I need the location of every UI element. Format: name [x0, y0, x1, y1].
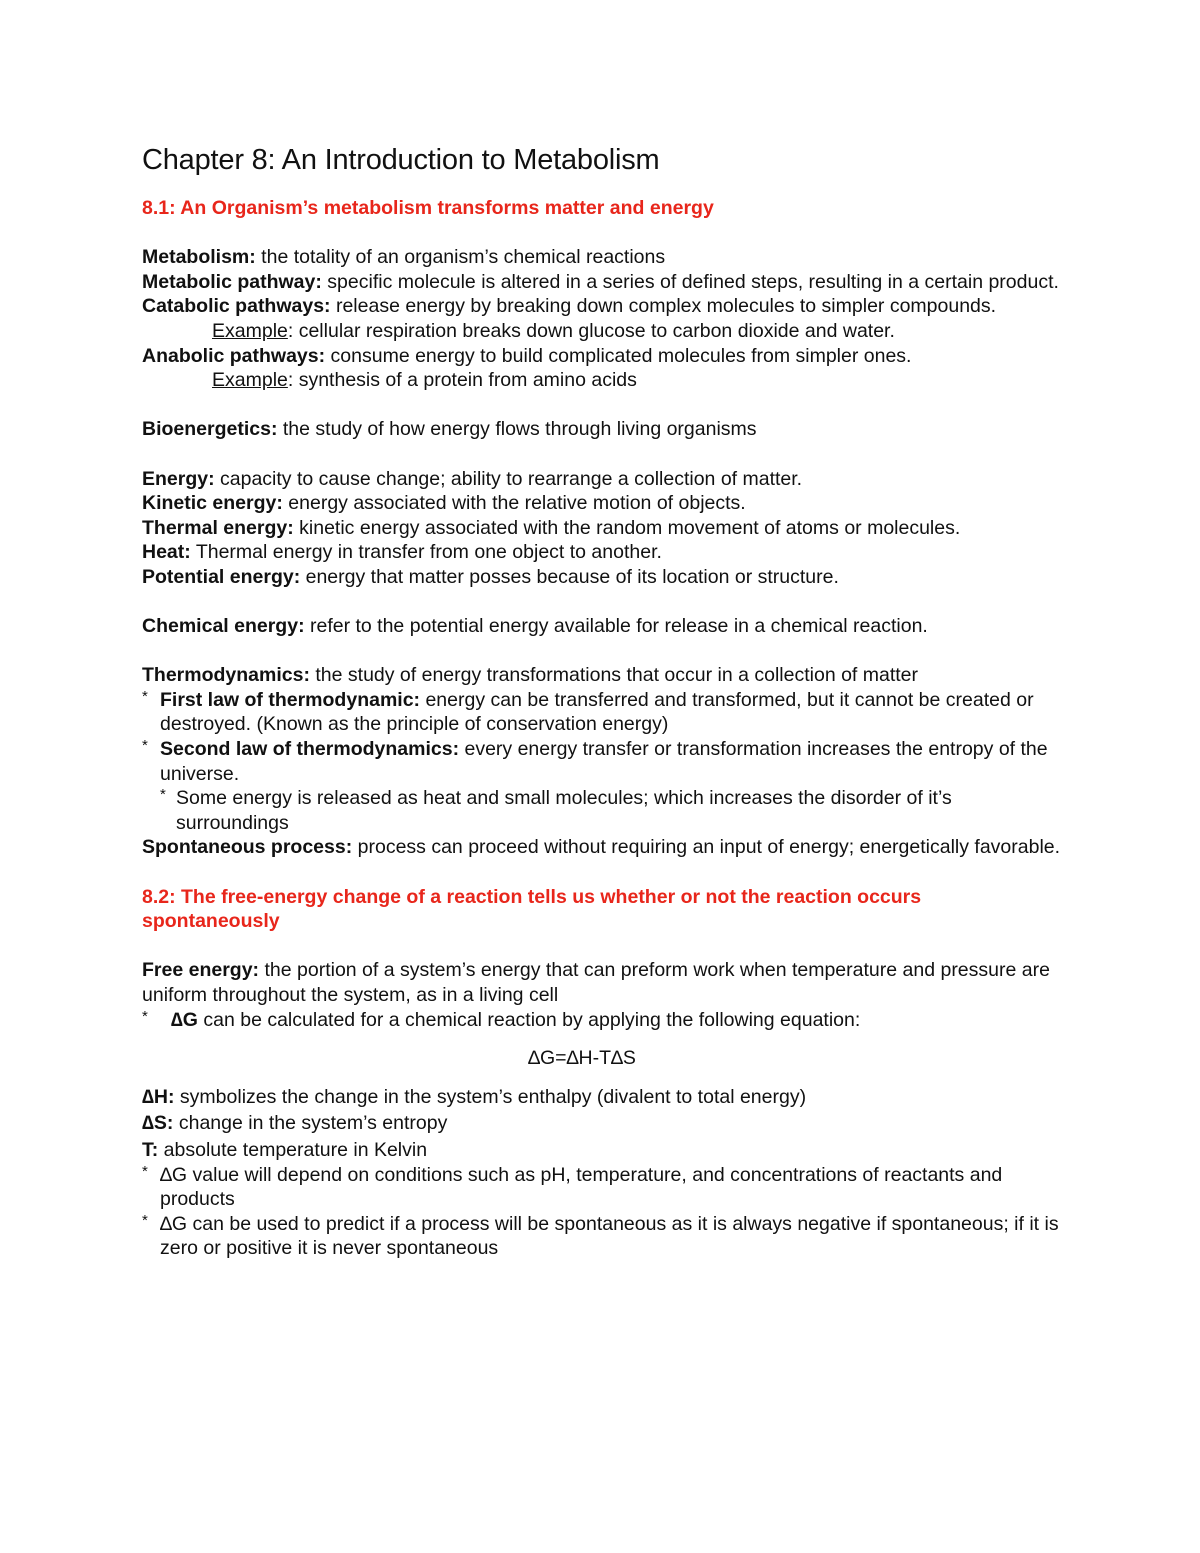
definition-text: consume energy to build complicated molecules from simpler ones. — [325, 344, 912, 367]
term: Free energy: — [142, 959, 260, 982]
definition-text: refer to the potential energy available for release in a chemical reaction. — [304, 615, 928, 638]
definition-text: process can proceed without requiring an input of energy; energetically favorable. — [352, 836, 1061, 859]
term: Potential energy: — [142, 565, 301, 588]
definition-text: every energy transfer or transformation increases the entropy of the universe. — [160, 738, 1048, 785]
bullet-first-law — [142, 688, 1062, 737]
document-page — [142, 140, 1062, 1261]
term: Catabolic pathways: — [142, 295, 331, 318]
definition-text: energy associated with the relative motion of objects. — [282, 492, 746, 515]
definition-text: symbolizes the change in the system’s enthalpy (divalent to total energy) — [174, 1085, 807, 1108]
bullet-mark: * — [142, 1007, 148, 1025]
spacer — [142, 393, 1062, 418]
bullet-second-law — [142, 737, 1062, 786]
definition-text: capacity to cause change; ability to rearrange a collection of matter. — [214, 467, 803, 490]
example-label: Example — [212, 369, 288, 392]
spacer — [142, 442, 1062, 467]
bullet-mark: * — [142, 737, 148, 755]
term: First law of thermodynamic: — [160, 688, 421, 711]
bullet-delta-g-predict — [142, 1212, 1062, 1261]
definition-text: absolute temperature in Kelvin — [158, 1138, 428, 1161]
definition-t — [142, 1138, 1062, 1163]
definition-metabolism — [142, 245, 1062, 270]
term: Anabolic pathways: — [142, 344, 326, 367]
term: Second law of thermodynamics: — [160, 738, 460, 761]
definition-text: the study of energy transformations that occur in a collection of matter — [309, 664, 919, 687]
definition-text: the portion of a system’s energy that can preform work when temperature and pressure are uniform throughout the system, as in a living cell — [142, 959, 1050, 1006]
bullet-mark: * — [142, 1162, 148, 1180]
bullet-mark: * — [142, 687, 148, 705]
term: ∆S: — [142, 1112, 174, 1135]
example-anabolic — [142, 368, 1062, 393]
term: Energy: — [142, 467, 215, 490]
gibbs-equation: ∆G=∆H-T∆S — [528, 1047, 636, 1070]
definition-text: energy can be transferred and transformed, but it cannot be created or destroyed. (Known as the principle of conservation energy) — [160, 688, 1034, 736]
spacer — [142, 221, 1062, 246]
definition-spontaneous-process — [142, 835, 1062, 860]
definition-thermal-energy — [142, 516, 1062, 541]
term: Metabolic pathway: — [142, 270, 322, 293]
definition-text: kinetic energy associated with the random movement of atoms or molecules. — [293, 516, 961, 539]
definition-anabolic-pathways — [142, 344, 1062, 369]
definition-text: can be calculated for a chemical reaction by applying the following equation: — [197, 1008, 861, 1031]
example-text: : cellular respiration breaks down glucose to carbon dioxide and water. — [287, 319, 895, 342]
term: Chemical energy: — [142, 615, 305, 638]
definition-text: the study of how energy flows through living organisms — [277, 418, 757, 441]
definition-chemical-energy — [142, 614, 1062, 639]
section-heading-8-1: 8.1: An Organism’s metabolism transforms matter and energy — [142, 197, 714, 219]
definition-thermodynamics — [142, 663, 1062, 688]
definition-text: Thermal energy in transfer from one object to another. — [190, 541, 662, 564]
definition-free-energy — [142, 958, 1062, 1007]
definition-kinetic-energy — [142, 491, 1062, 516]
term: ∆G — [170, 1008, 198, 1031]
definition-text: change in the system’s entropy — [173, 1112, 448, 1135]
term: T: — [142, 1138, 159, 1161]
definition-potential-energy — [142, 565, 1062, 590]
definition-metabolic-pathway — [142, 270, 1062, 295]
definition-text: energy that matter posses because of its location or structure. — [300, 565, 839, 588]
definition-bioenergetics — [142, 417, 1062, 442]
definition-text: the totality of an organism’s chemical reactions — [255, 246, 666, 269]
spacer — [142, 590, 1062, 615]
section-heading-8-2: 8.2: The free-energy change of a reaction tells us whether or not the reaction occurs spontaneously — [142, 885, 922, 933]
bullet-delta-g-value — [142, 1163, 1062, 1212]
example-label: Example — [212, 319, 288, 342]
bullet-text: ∆G value will depend on conditions such as pH, temperature, and concentrations of reactants and products — [160, 1163, 1003, 1211]
spacer — [142, 639, 1062, 664]
definition-energy — [142, 467, 1062, 492]
term: Heat: — [142, 541, 191, 564]
definition-heat — [142, 540, 1062, 565]
bullet-text: ∆G can be used to predict if a process will be spontaneous as it is always negative if spontaneous; if it is zero or positive it is never spontaneous — [160, 1212, 1059, 1260]
term: Spontaneous process: — [142, 836, 353, 859]
example-text: : synthesis of a protein from amino acids — [287, 369, 637, 392]
definition-text: specific molecule is altered in a series of defined steps, resulting in a certain product. — [321, 270, 1059, 293]
term: Thermodynamics: — [142, 664, 310, 687]
definition-delta-h — [142, 1085, 1062, 1110]
spacer — [142, 934, 1062, 959]
definition-text: release energy by breaking down complex molecules to simpler compounds. — [330, 295, 997, 318]
term: Thermal energy: — [142, 516, 294, 539]
bullet-second-law-sub — [142, 786, 1062, 835]
example-catabolic — [142, 319, 1062, 344]
term: ∆H: — [142, 1085, 175, 1108]
term: Kinetic energy: — [142, 492, 283, 515]
bullet-mark: * — [142, 1211, 148, 1229]
definition-delta-s — [142, 1111, 1062, 1136]
bullet-mark: * — [160, 786, 166, 804]
spacer — [142, 860, 1062, 885]
bullet-delta-g — [142, 1008, 1062, 1033]
definition-catabolic-pathways — [142, 294, 1062, 319]
term: Metabolism: — [142, 246, 256, 269]
term: Bioenergetics: — [142, 418, 278, 441]
bullet-text: Some energy is released as heat and small molecules; which increases the disorder of it’s surroundings — [176, 787, 952, 834]
page-title: Chapter 8: An Introduction to Metabolism — [142, 144, 660, 176]
